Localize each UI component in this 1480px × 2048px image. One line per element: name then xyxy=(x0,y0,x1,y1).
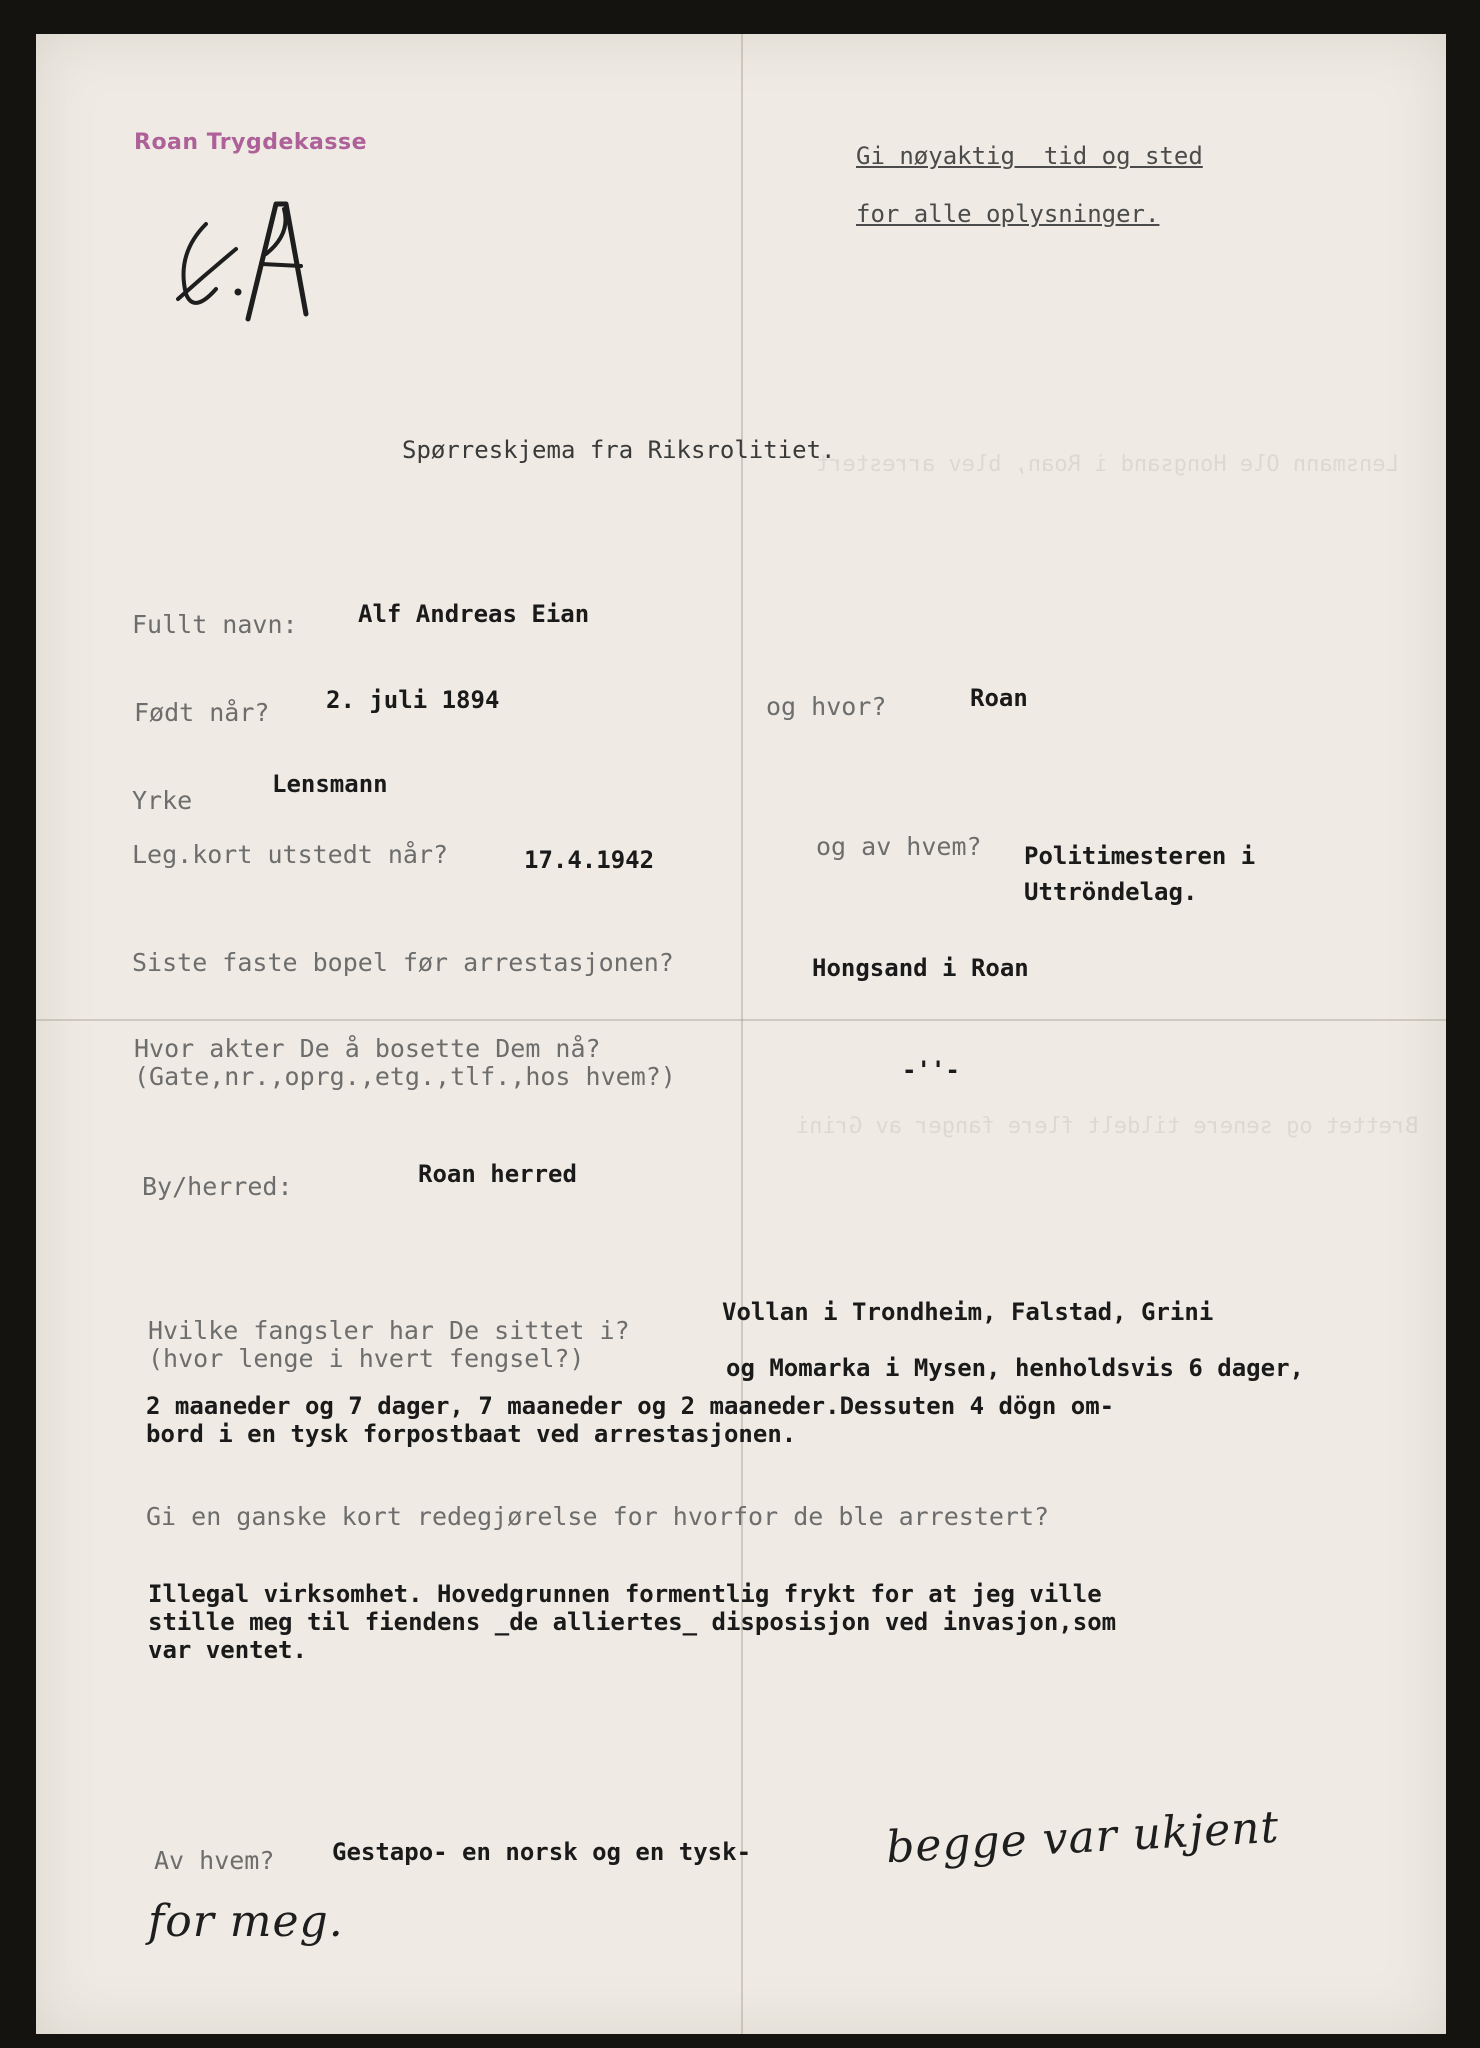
id-card-by-line2: Uttröndelag. xyxy=(1024,878,1198,906)
town-label: By/herred: xyxy=(142,1172,293,1201)
instruction-note-line2: for alle oplysninger. xyxy=(856,200,1160,228)
prisons-line3: 2 maaneder og 7 dager, 7 maaneder og 2 maaneder.Dessuten 4 dögn om- xyxy=(146,1392,1115,1420)
by-whom-label: Av hvem? xyxy=(154,1846,275,1875)
id-card-by-line1: Politimesteren i xyxy=(1024,842,1256,870)
id-card-by-label: og av hvem? xyxy=(816,832,982,861)
born-value: 2. juli 1894 xyxy=(326,686,500,714)
instruction-note-line1: Gi nøyaktig tid og sted xyxy=(856,142,1203,170)
id-card-value: 17.4.1942 xyxy=(524,846,655,874)
form-title: Spørreskjema fra Riksrolitiet. xyxy=(402,436,836,464)
full-name-label: Fullt navn: xyxy=(132,610,298,639)
settle-value: -''- xyxy=(902,1056,960,1084)
prisons-line1: Vollan i Trondheim, Falstad, Grini xyxy=(722,1298,1214,1326)
last-residence-value: Hongsand i Roan xyxy=(812,954,1029,982)
occupation-value: Lensmann xyxy=(272,770,388,798)
settle-label-line1: Hvor akter De å bosette Dem nå? xyxy=(134,1034,601,1063)
bleed-through-text-2: Brettet og senere tildelt flere fanger av Grini xyxy=(796,1114,1419,1139)
vertical-fold xyxy=(741,34,743,2034)
born-where-value: Roan xyxy=(970,684,1028,712)
last-residence-label: Siste faste bopel før arrestasjonen? xyxy=(132,948,674,977)
handwritten-note-line2: for meg. xyxy=(148,1896,344,1947)
office-stamp: Roan Trygdekasse xyxy=(134,130,368,155)
occupation-label: Yrke xyxy=(132,786,193,815)
id-card-label: Leg.kort utstedt når? xyxy=(132,840,449,869)
reason-line3: var ventet. xyxy=(148,1636,307,1664)
prisons-label-line1: Hvilke fangsler har De sittet i? xyxy=(148,1316,630,1345)
town-value: Roan herred xyxy=(418,1160,577,1188)
handwritten-initials xyxy=(166,194,326,344)
prisons-line4: bord i en tysk forpostbaat ved arrestasjonen. xyxy=(146,1420,797,1448)
by-whom-value: Gestapo- en norsk og en tysk- xyxy=(332,1838,752,1866)
born-label: Født når? xyxy=(134,698,270,727)
prisons-label-line2: (hvor lenge i hvert fengsel?) xyxy=(148,1344,585,1373)
reason-line2: stille meg til fiendens _de alliertes_ disposisjon ved invasjon,som xyxy=(148,1608,1117,1636)
handwritten-note-line1: begge var ukjent xyxy=(884,1801,1281,1874)
horizontal-fold xyxy=(36,1019,1446,1021)
reason-line1: Illegal virksomhet. Hovedgrunnen formentlig frykt for at jeg ville xyxy=(148,1580,1102,1608)
born-where-label: og hvor? xyxy=(766,692,887,721)
full-name-value: Alf Andreas Eian xyxy=(358,600,590,628)
prisons-line2: og Momarka i Mysen, henholdsvis 6 dager, xyxy=(726,1354,1304,1382)
settle-label-line2: (Gate,nr.,oprg.,etg.,tlf.,hos hvem?) xyxy=(134,1062,676,1091)
document-page xyxy=(36,34,1446,2034)
reason-label: Gi en ganske kort redegjørelse for hvorfor de ble arrestert? xyxy=(146,1502,1050,1531)
bleed-through-text: Lensmann Ole Hongsand i Roan, blev arrestert xyxy=(816,452,1399,477)
